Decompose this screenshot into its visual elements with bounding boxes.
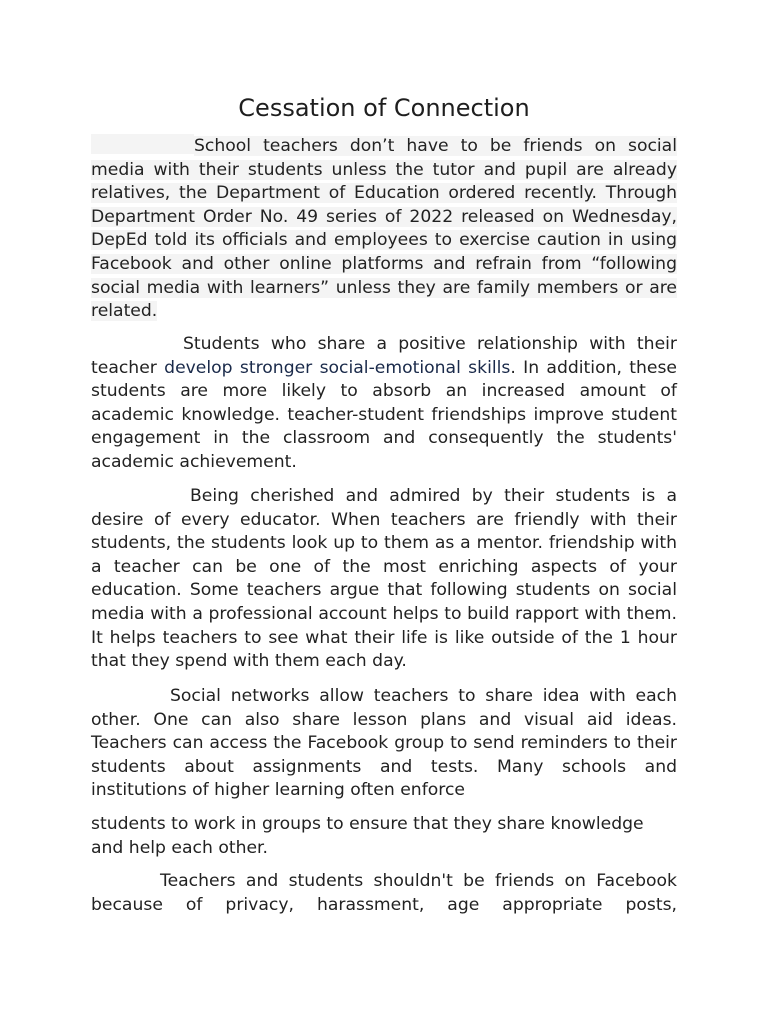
paragraph-1 xyxy=(91,134,677,324)
paragraph-indent xyxy=(91,134,194,154)
paragraph-3 xyxy=(91,485,677,674)
paragraph-5-text: students to work in groups to ensure that they share knowledge and help each other. xyxy=(91,814,644,858)
paragraph-3-text: Being cherished and admired by their students is a desire of every educator. When teachers are friendly with their students, the students look up to them as a mentor. friendship with a teacher can be one of the most enriching aspects of your education. Some teachers argue that following students on social media with a professional account helps to build rapport with them. It helps teachers to see what their life is like outside of the 1 hour that they spend with them each day. xyxy=(91,486,677,672)
document-title: Cessation of Connection xyxy=(238,94,530,122)
paragraph-6-text: Teachers and students shouldn't be friends on Facebook because of privacy, harassment, age appropriate posts, xyxy=(91,871,677,915)
skills-link[interactable]: develop stronger social-emotional skills xyxy=(164,357,511,378)
paragraph-5 xyxy=(91,813,677,860)
paragraph-4 xyxy=(91,685,677,803)
paragraph-1-text: School teachers don’t have to be friends on social media with their students unless the tutor and pupil are already relatives, the Department of Education ordered recently. Through Department Order No. 49 series of 2022 released on Wednesday, DepEd told its officials and employees to exercise caution in using Facebook and other online platforms and refrain from “following social media with learners” unless they are family members or are related. xyxy=(91,136,677,322)
paragraph-6 xyxy=(91,870,677,917)
paragraph-2-text-before-link: Students who share a positive relationship with their teacher xyxy=(91,334,677,378)
paragraph-2 xyxy=(91,333,677,475)
paragraph-4-text: Social networks allow teachers to share idea with each other. One can also share lesson plans and visual aid ideas. Teachers can access the Facebook group to send reminders to their students about assignments and tests. Many schools and institutions of higher learning often enforce xyxy=(91,686,677,801)
paragraph-2-text-after-link: . In addition, these students are more likely to absorb an increased amount of academic knowledge. teacher-student friendships improve student engagement in the classroom and consequently the students' academic achievement. xyxy=(91,357,677,472)
